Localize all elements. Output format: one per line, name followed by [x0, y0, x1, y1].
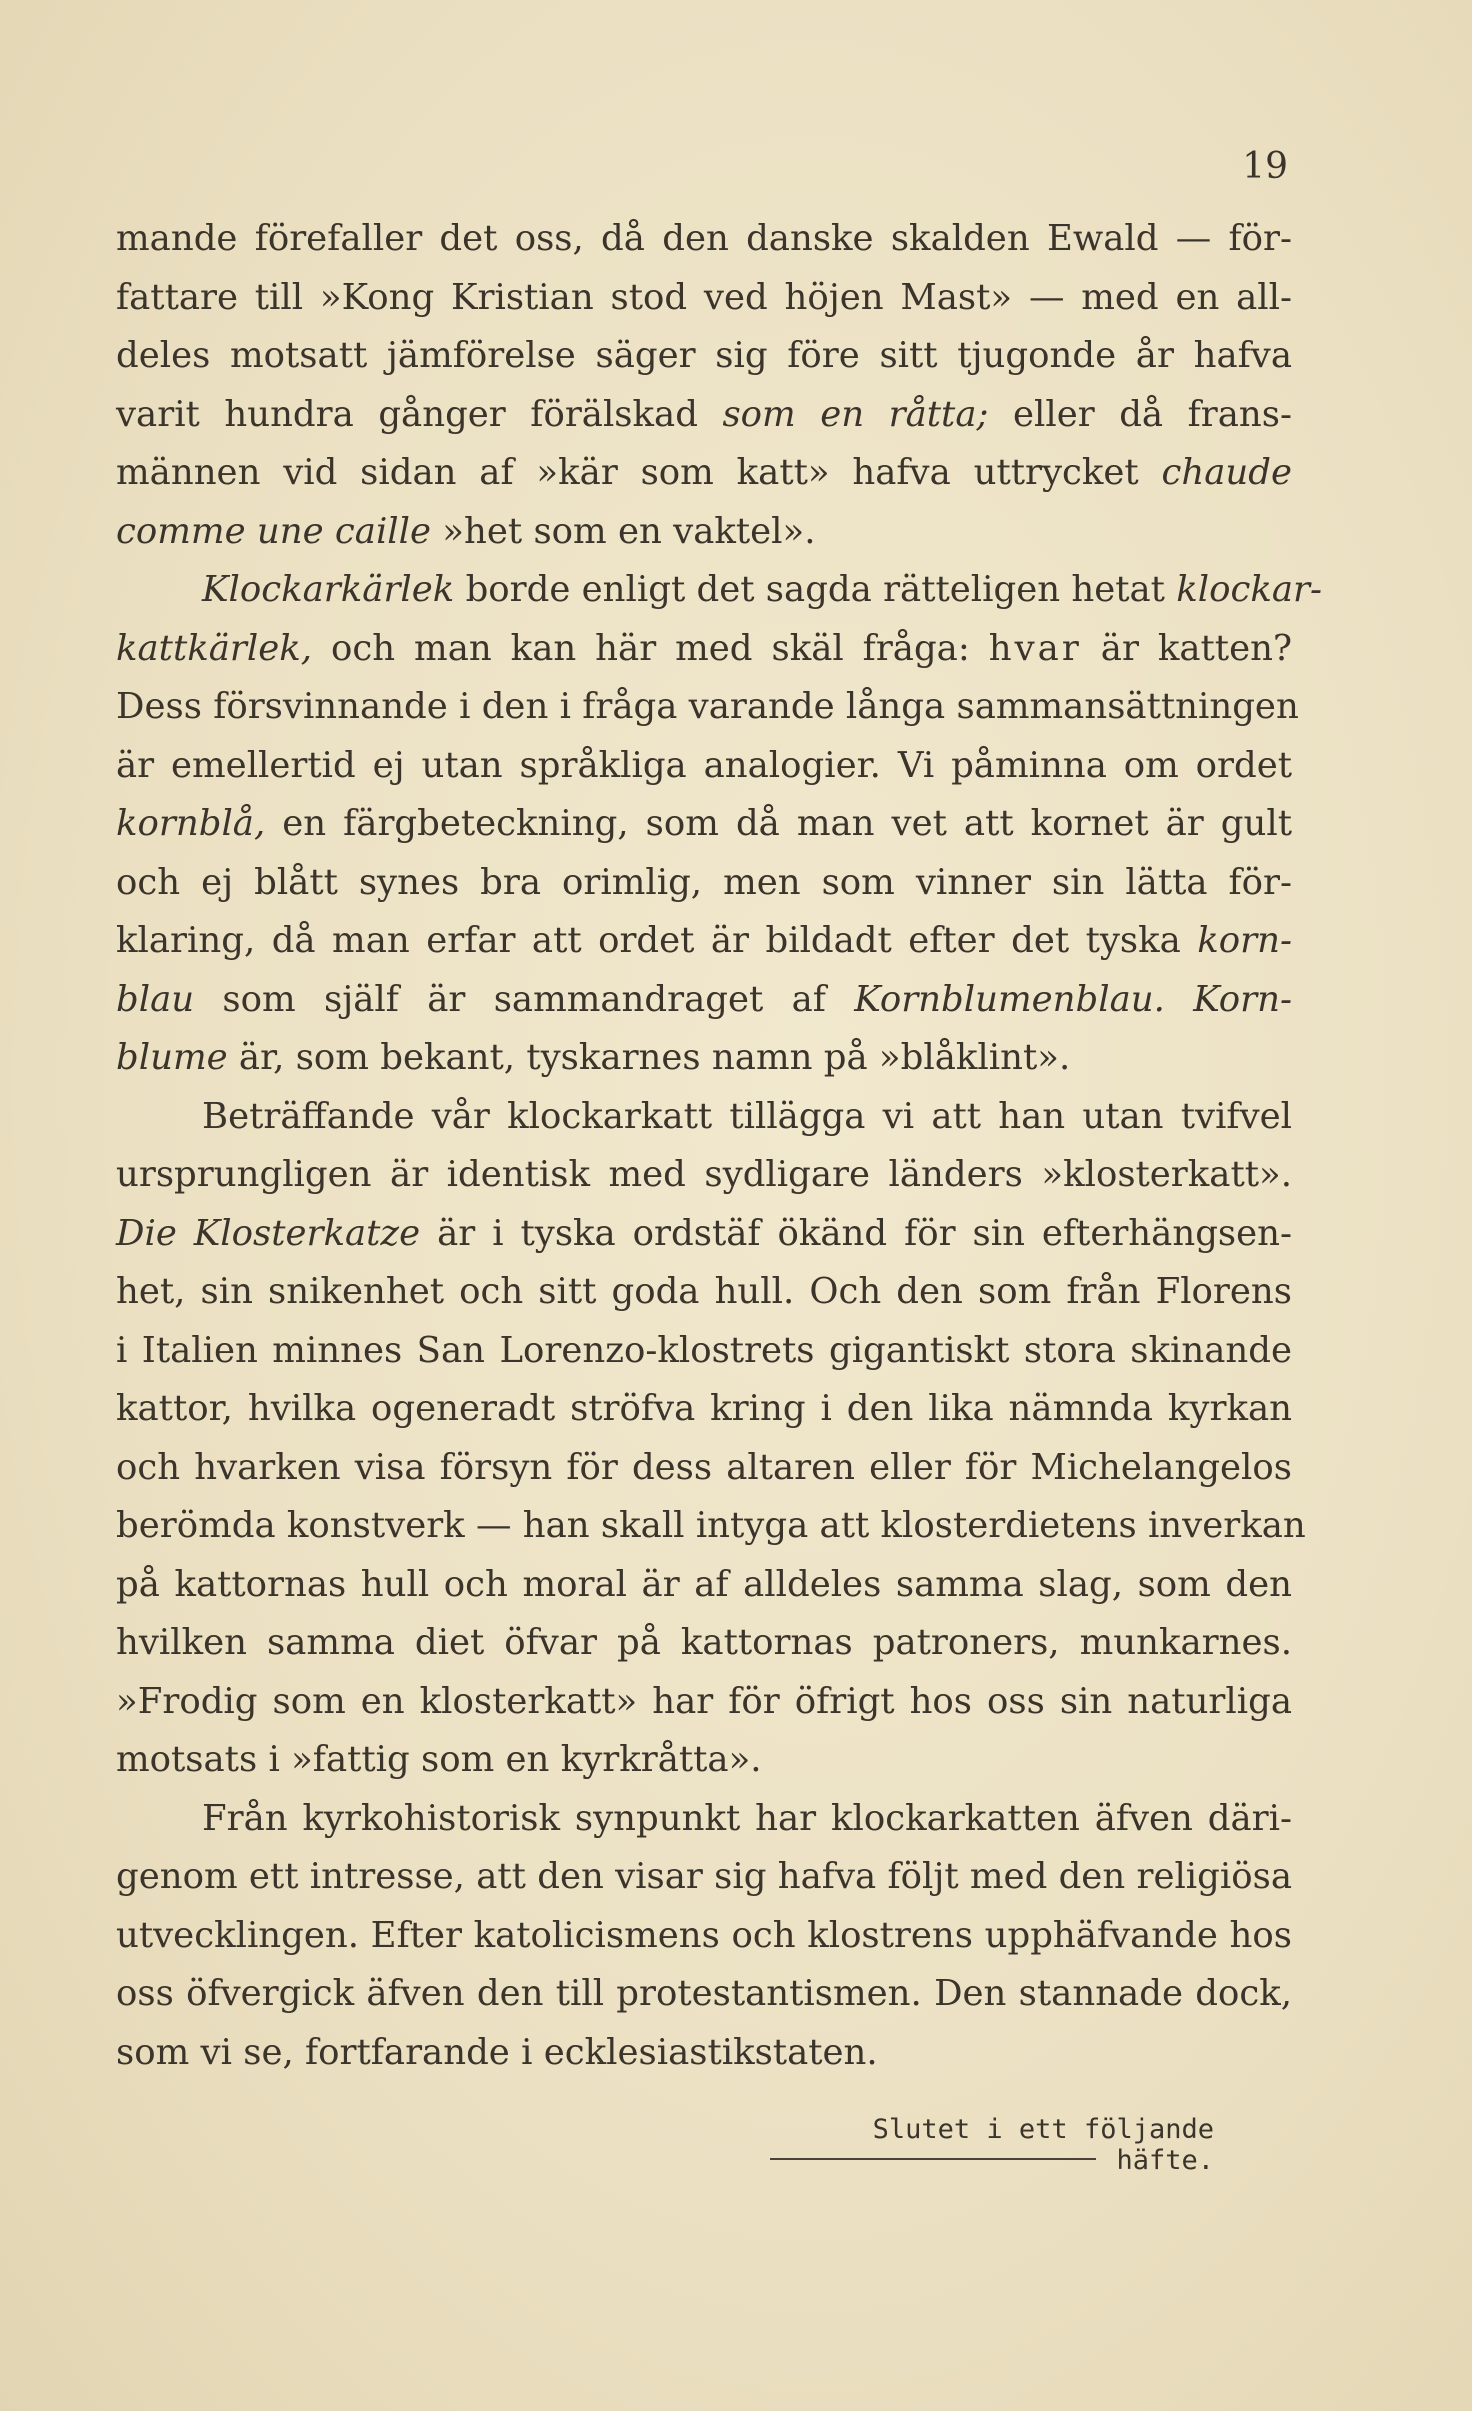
italic-text: korn- — [1197, 920, 1292, 961]
italic-text: blau — [116, 978, 195, 1020]
text-segment: i Italien minnes San Lorenzo-klostrets gigantiskt stora skinande — [116, 1329, 1292, 1371]
text-line — [116, 1497, 1306, 1556]
text-line — [116, 795, 1292, 854]
text-line — [116, 1848, 1292, 1907]
text-line — [116, 561, 1322, 620]
text-line — [116, 1731, 1292, 1790]
text-line — [116, 210, 1292, 269]
text-line — [116, 1673, 1292, 1732]
italic-text: Klockarkärlek — [202, 569, 455, 610]
text-line — [116, 327, 1292, 386]
text-segment: het, sin snikenhet och sitt goda hull. Och den som från Florens — [116, 1271, 1292, 1312]
text-segment: kattor, hvilka ogeneradt ströfva kring i den lika nämnda kyrkan — [116, 1388, 1292, 1429]
text-segment: är katten? — [1081, 627, 1292, 669]
text-segment: är emellertid ej utan språkliga analogier. Vi påminna om ordet — [116, 744, 1292, 786]
text-segment: Från kyrkohistorisk synpunkt har klockarkatten äfven däri- — [202, 1797, 1292, 1839]
text-line — [116, 678, 1299, 737]
italic-text: som en råtta; — [722, 393, 989, 435]
text-segment: en färgbeteckning, som då man vet att kornet är gult — [265, 803, 1292, 844]
text-line — [116, 620, 1292, 679]
text-segment: motsats i »fattig som en kyrkråtta». — [116, 1739, 762, 1780]
text-line — [116, 912, 1292, 971]
italic-text: Die Klosterkatze — [116, 1212, 421, 1254]
text-line — [116, 444, 1292, 503]
text-segment: ursprungligen är identisk med sydligare länders »klosterkatt». — [116, 1154, 1292, 1195]
text-segment: som vi se, fortfarande i ecklesiastikstaten. — [116, 2031, 878, 2073]
text-segment: är i tyska ordstäf ökänd för sin efterhängsen- — [420, 1212, 1293, 1254]
text-segment: som själf är sammandraget af — [194, 978, 855, 1020]
text-line — [116, 854, 1292, 913]
italic-text: blume — [116, 1037, 228, 1078]
text-segment: varit hundra gånger förälskad — [116, 393, 723, 435]
text-line — [116, 1965, 1292, 2024]
text-line — [116, 386, 1292, 445]
text-segment: utvecklingen. Efter katolicismens och klostrens upphäfvande hos — [116, 1914, 1292, 1956]
text-segment: Beträffande vår klockarkatt tillägga vi att han utan tvifvel — [202, 1095, 1292, 1137]
text-segment: Dess försvinnande i den i fråga varande långa sammansättningen — [116, 686, 1299, 727]
text-segment: »het som en vaktel». — [431, 510, 816, 552]
italic-text: Kornblumenblau. Korn- — [854, 978, 1292, 1020]
text-segment: eller då frans- — [988, 393, 1292, 435]
text-segment: fattare till »Kong Kristian stod ved höjen Mast» — med en all- — [116, 276, 1292, 318]
text-segment: oss öfvergick äfven den till protestantismen. Den stannade dock, — [116, 1973, 1292, 2014]
italic-text: klockar- — [1176, 569, 1322, 610]
italic-text: kattkärlek, — [116, 627, 313, 669]
text-line — [116, 1205, 1292, 1264]
text-line — [116, 1439, 1292, 1498]
closing-rule — [770, 2158, 1096, 2160]
italic-text: comme une caille — [116, 510, 432, 552]
text-line — [116, 1614, 1292, 1673]
text-segment: och hvarken visa försyn för dess altaren eller för Michelangelos — [116, 1446, 1292, 1488]
text-segment: hvilken samma diet öfvar på kattornas patroners, munkarnes. — [116, 1622, 1292, 1663]
text-line — [116, 269, 1292, 328]
text-line — [116, 1907, 1292, 1966]
text-segment: är, som bekant, tyskarnes namn på »blåklint». — [227, 1037, 1071, 1078]
text-line — [116, 1029, 1292, 1088]
text-segment: berömda konstverk — han skall intyga att klosterdietens inverkan — [116, 1505, 1306, 1546]
text-line — [116, 2024, 1292, 2083]
text-line — [116, 1380, 1292, 1439]
text-line — [116, 971, 1292, 1030]
text-segment: och ej blått synes bra orimlig, men som vinner sin lätta för- — [116, 861, 1292, 903]
spaced-text: hvar — [988, 627, 1082, 669]
text-segment: och man kan här med skäl fråga: — [312, 627, 989, 669]
text-line — [116, 1263, 1292, 1322]
text-segment: borde enligt det sagda rätteligen hetat — [454, 569, 1177, 610]
text-segment: deles motsatt jämförelse säger sig före sitt tjugonde år hafva — [116, 335, 1292, 376]
text-line — [116, 1790, 1292, 1849]
text-segment: männen vid sidan af »kär som katt» hafva uttrycket — [116, 452, 1162, 493]
text-segment: »Frodig som en klosterkatt» har för öfrigt hos oss sin naturliga — [116, 1680, 1292, 1722]
page-number: 19 — [1242, 146, 1288, 187]
text-line — [116, 1556, 1292, 1615]
text-segment: klaring, då man erfar att ordet är bildadt efter det tyska — [116, 920, 1198, 961]
text-line — [116, 737, 1292, 796]
text-segment: på kattornas hull och moral är af alldeles samma slag, som den — [116, 1563, 1292, 1605]
text-segment: genom ett intresse, att den visar sig hafva följt med den religiösa — [116, 1856, 1292, 1897]
italic-text: kornblå, — [116, 803, 266, 844]
text-line — [116, 503, 1292, 562]
italic-text: chaude — [1161, 452, 1292, 493]
text-line — [116, 1088, 1292, 1147]
text-segment: mande förefaller det oss, då den danske skalden Ewald — för- — [116, 218, 1292, 259]
closing-note: Slutet i ett följande häfte. — [872, 2114, 1214, 2176]
text-line — [116, 1146, 1292, 1205]
body-text — [116, 210, 1322, 2082]
text-line — [116, 1322, 1292, 1381]
